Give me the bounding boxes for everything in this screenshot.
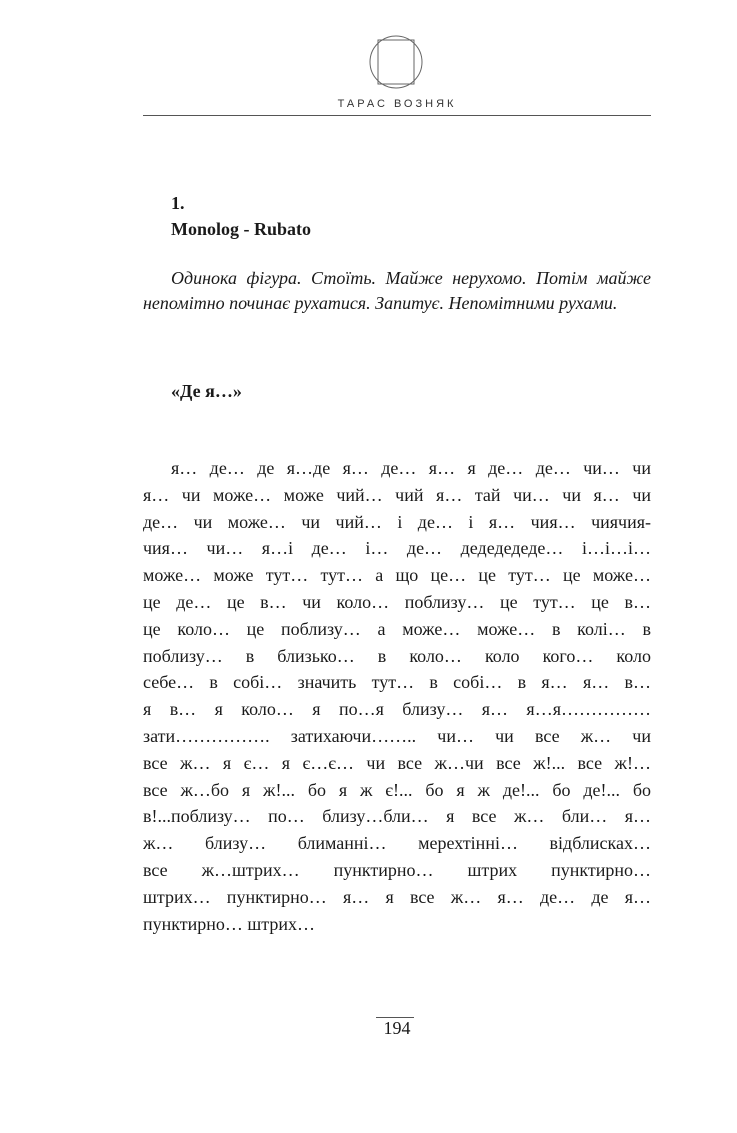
running-head: ТАРАС ВОЗНЯК [337, 98, 457, 110]
section-heading [143, 190, 651, 242]
header-rule [143, 115, 651, 116]
monologue-line: поблизу… в близько… в коло… коло кого… коло [143, 645, 651, 666]
monologue-line: може… може тут… тут… а що це… це тут… це може… [143, 565, 651, 586]
monologue-line: все ж…бо я ж!... бо я ж є!... бо я ж де!... бо де!... бо [143, 779, 651, 800]
monologue-line: це коло… це поблизу… а може… може… в колі… в [143, 618, 651, 639]
monologue-line: штрих… пунктирно… я… я все ж… я… де… де я… [143, 886, 651, 907]
monologue-line: чия… чи… я…і де… і… де… дедедедеде… і…і…і… [143, 538, 651, 559]
monologue-line: пунктирно… штрих… [143, 913, 315, 934]
monologue-subheading: «Де я…» [171, 381, 242, 401]
monologue-line: я… де… де я…де я… де… я… я де… де… чи… чи [171, 458, 651, 478]
section-title: Monolog - Rubato [171, 219, 312, 239]
monologue-line: себе… в собі… значить тут… в собі… в я… я… в… [143, 672, 651, 693]
monologue-line: в!...поблизу… по… близу…бли… я все ж… бли… я… [143, 806, 651, 827]
monologue-line: я в… я коло… я по…я близу… я… я…я…………… [143, 699, 651, 720]
monologue-text [143, 455, 651, 937]
stage-direction [143, 266, 651, 316]
page-number: 194 [383, 1018, 411, 1038]
stage-direction-text: Одинока фігура. Стоїть. Майже нерухомо. Потім майже непомітно починає рухатися. Запитує. Непомітними рухами. [143, 268, 651, 313]
monologue-line: я… чи може… може чий… чий я… тай чи… чи я… чи [143, 484, 651, 505]
monologue-line: все ж…штрих… пунктирно… штрих пунктирно… [143, 859, 651, 880]
monologue-line: все ж… я є… я є…є… чи все ж…чи все ж!... все ж!… [143, 752, 651, 773]
monologue-line: ж… близу… блиманні… мерехтінні… відблисках… [143, 833, 651, 854]
circle-square-emblem-icon [368, 34, 424, 90]
section-number: 1. [171, 193, 185, 213]
monologue-line: зати……………. затихаючи…….. чи… чи все ж… чи [143, 725, 651, 746]
monologue-line: це де… це в… чи коло… поблизу… це тут… це в… [143, 591, 651, 612]
monologue-line: де… чи може… чи чий… і де… і я… чия… чиячия- [143, 511, 651, 532]
